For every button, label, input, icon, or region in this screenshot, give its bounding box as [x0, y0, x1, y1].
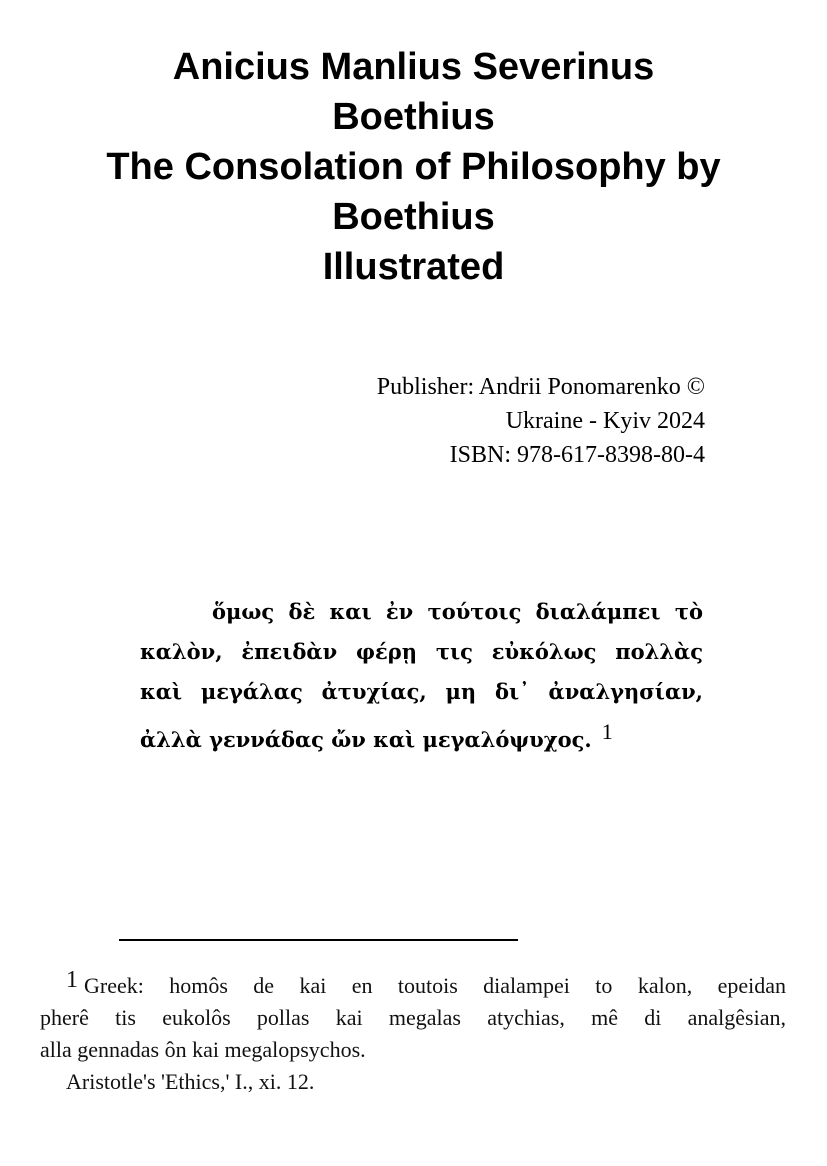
title-line: The Consolation of Philosophy by: [106, 146, 721, 188]
footnote-line: alla gennadas ôn kai megalopsychos.: [40, 1037, 366, 1062]
footnote: [40, 964, 786, 1098]
publisher-name: Publisher: Andrii Ponomarenko ©: [376, 374, 705, 400]
footnote-citation: Aristotle's 'Ethics,' I., xi. 12.: [66, 1069, 315, 1094]
epigraph-line: καὶ μεγάλας ἀτυχίας, μη δι᾽ ἀναλγησίαν,: [140, 679, 703, 704]
isbn: ISBN: 978-617-8398-80-4: [449, 442, 705, 468]
footnote-number: 1: [66, 967, 78, 993]
footnote-line: [40, 964, 786, 1002]
title-line: Boethius: [332, 96, 495, 138]
title-line: Illustrated: [322, 246, 505, 288]
title-line: Boethius: [332, 196, 495, 238]
epigraph-line-text: ἀλλὰ γεννάδας ὤν καὶ μεγαλόψυχος.: [140, 727, 592, 752]
greek-epigraph: [140, 592, 703, 760]
footnote-reference[interactable]: 1: [601, 719, 613, 744]
epigraph-line: ὅμως δὲ και ἐν τούτοις διαλάμπει τὸ: [212, 599, 703, 624]
title-line: Anicius Manlius Severinus: [172, 46, 655, 88]
epigraph-line: καλὸν, ἐπειδὰν φέρῃ τις εὐκόλως πολλὰς: [140, 639, 703, 664]
book-title: [30, 42, 797, 292]
footnote-text: Greek: homôs de kai en toutois dialampei to kalon, epeidan: [84, 973, 786, 998]
publisher-location: Ukraine - Kyiv 2024: [505, 408, 705, 434]
footnote-line: pherê tis eukolôs pollas kai megalas atychias, mê di analgêsian,: [40, 1005, 786, 1030]
publisher-info: [185, 370, 705, 472]
footnote-divider: [119, 939, 518, 941]
epigraph-last-line: [140, 712, 703, 760]
